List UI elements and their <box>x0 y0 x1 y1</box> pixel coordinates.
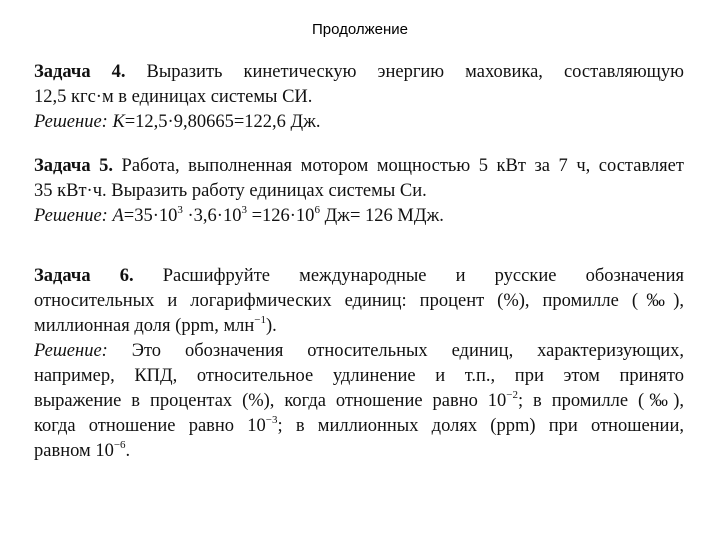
task-6-solution-line-5: равном $10^{-6}$. <box>34 438 131 461</box>
task-6-label: Задача 6. <box>34 266 134 286</box>
task-4-block <box>34 60 684 135</box>
task-6-solution-line-4: когда отношение равно $10^{-3}$; в миллионных долях (ppm) при отношении, <box>34 414 684 436</box>
task-6-block <box>34 264 684 464</box>
task-5-block <box>34 154 684 229</box>
task-6-line-2: относительных и логарифмических единиц: процент (%), промилле (‰), <box>34 291 684 311</box>
task-5-solution: Решение: $А=35\cdot 10^3 \cdot 3,6\cdot 10^3 =126\cdot 10^6$ Дж= 126 МДж. <box>34 203 444 226</box>
solution-label: Решение: <box>34 341 108 361</box>
task-5-line-1: Задача 5. Работа, выполненная мотором мощностью 5 кВт за 7 ч, составляет <box>34 156 684 176</box>
solution-label: Решение: <box>34 206 108 226</box>
task-5-label: Задача 5. <box>34 156 113 176</box>
task-4-line-2: 12,5 кгс·м в единицах системы СИ. <box>34 87 313 107</box>
page-title: Продолжение <box>311 21 409 38</box>
task-4-solution: Решение: К=12,5·9,80665=122,6 Дж. <box>34 112 321 132</box>
task-6-solution-line-2: например, КПД, относительное удлинение и т.п., при этом принято <box>34 366 684 386</box>
task-6-solution-line-3: выражение в процентах (%), когда отношение равно $10^{-2}$; в промилле (‰), <box>34 389 684 411</box>
task-6-line-3: миллионная доля (ppm, млн$^{-1}$). <box>34 313 277 336</box>
task-5-line-2: 35 кВт·ч. Выразить работу единицах системы Си. <box>34 181 427 201</box>
task-4-line-1 <box>34 60 684 85</box>
solution-label: Решение: <box>34 112 108 132</box>
task-4-text: Выразить кинетическую энергию маховика, составляющую <box>125 62 684 82</box>
task-6-solution-line-1: Решение: Это обозначения относительных единиц, характеризующих, <box>34 341 684 361</box>
task-4-label: Задача 4. <box>34 62 126 82</box>
task-6-line-1: Задача 6. Расшифруйте международные и русские обозначения <box>34 266 684 286</box>
